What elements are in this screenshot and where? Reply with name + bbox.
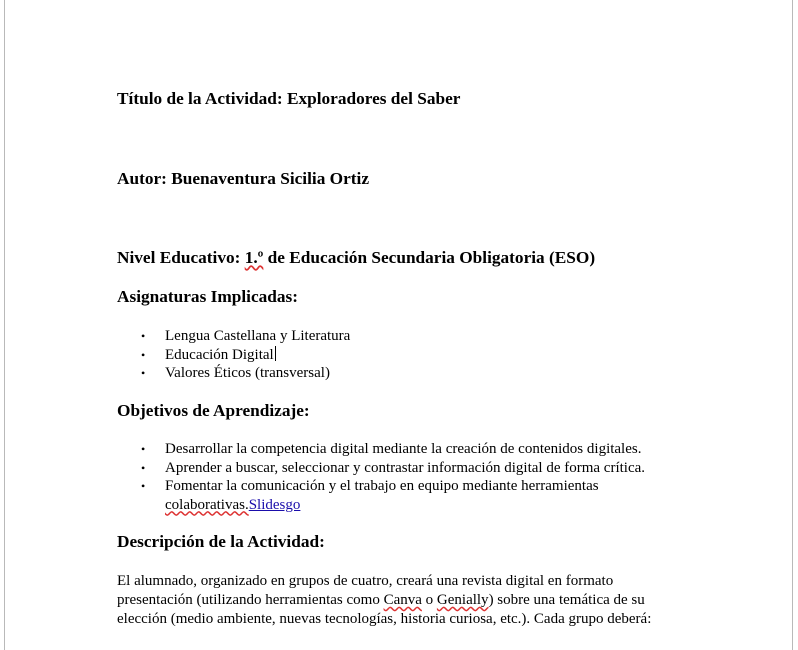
list-item-text: Valores Éticos (transversal) bbox=[165, 365, 330, 381]
education-level bbox=[117, 248, 595, 268]
text-cursor bbox=[275, 346, 276, 361]
education-level-value: de Educación Secundaria Obligatoria (ESO) bbox=[263, 248, 596, 267]
list-item bbox=[117, 440, 697, 459]
ordinal-misspelled: 1.º bbox=[244, 248, 264, 267]
paragraph-text: El alumnado, organizado en grupos de cuatro, creará una revista digital en formato presentación (utilizando herramientas como bbox=[117, 573, 614, 608]
list-item bbox=[117, 477, 697, 514]
list-item-text: Fomentar la comunicación y el trabajo en equipo mediante herramientas bbox=[165, 478, 599, 494]
subjects-heading: Asignaturas Implicadas: bbox=[117, 287, 298, 306]
paragraph-text: ) sobre una temática de su elección (medio ambiente, nuevas tecnologías, historia curiosa, etc.). Cada grupo deberá: bbox=[117, 592, 652, 627]
objectives-list bbox=[117, 440, 697, 514]
bullet-icon: • bbox=[141, 442, 146, 456]
bullet-icon: • bbox=[141, 460, 146, 475]
activity-title: Título de la Actividad: Exploradores del Saber bbox=[117, 89, 461, 108]
author-line: Autor: Buenaventura Sicilia Ortiz bbox=[117, 169, 369, 188]
bullet-icon: • bbox=[141, 366, 146, 380]
misspelled-genially: Genially bbox=[436, 592, 489, 608]
list-item bbox=[117, 327, 697, 346]
list-item-text: Aprender a buscar, seleccionar y contrastar información digital de forma crítica. bbox=[165, 459, 646, 476]
slidesgo-link[interactable]: Slidesgo bbox=[248, 496, 301, 513]
subjects-list bbox=[117, 327, 697, 383]
description-paragraph bbox=[117, 572, 687, 629]
list-item-text: Educación Digital bbox=[165, 346, 274, 363]
list-item bbox=[117, 346, 697, 365]
bullet-icon: • bbox=[141, 329, 146, 343]
misspelled-canva: Canva bbox=[383, 592, 422, 608]
misspelled-word: colaborativas. bbox=[165, 496, 249, 513]
list-item bbox=[117, 459, 697, 478]
list-item-text: Desarrollar la competencia digital mediante la creación de contenidos digitales. bbox=[165, 441, 642, 457]
description-heading: Descripción de la Actividad: bbox=[117, 532, 325, 551]
paragraph-text: o bbox=[421, 592, 437, 608]
bullet-icon: • bbox=[141, 347, 146, 362]
list-item-text: Lengua Castellana y Literatura bbox=[165, 328, 351, 344]
objectives-heading: Objetivos de Aprendizaje: bbox=[117, 401, 310, 420]
bullet-icon: • bbox=[141, 479, 146, 493]
education-level-label: Nivel Educativo: bbox=[117, 248, 245, 267]
list-item bbox=[117, 364, 697, 383]
